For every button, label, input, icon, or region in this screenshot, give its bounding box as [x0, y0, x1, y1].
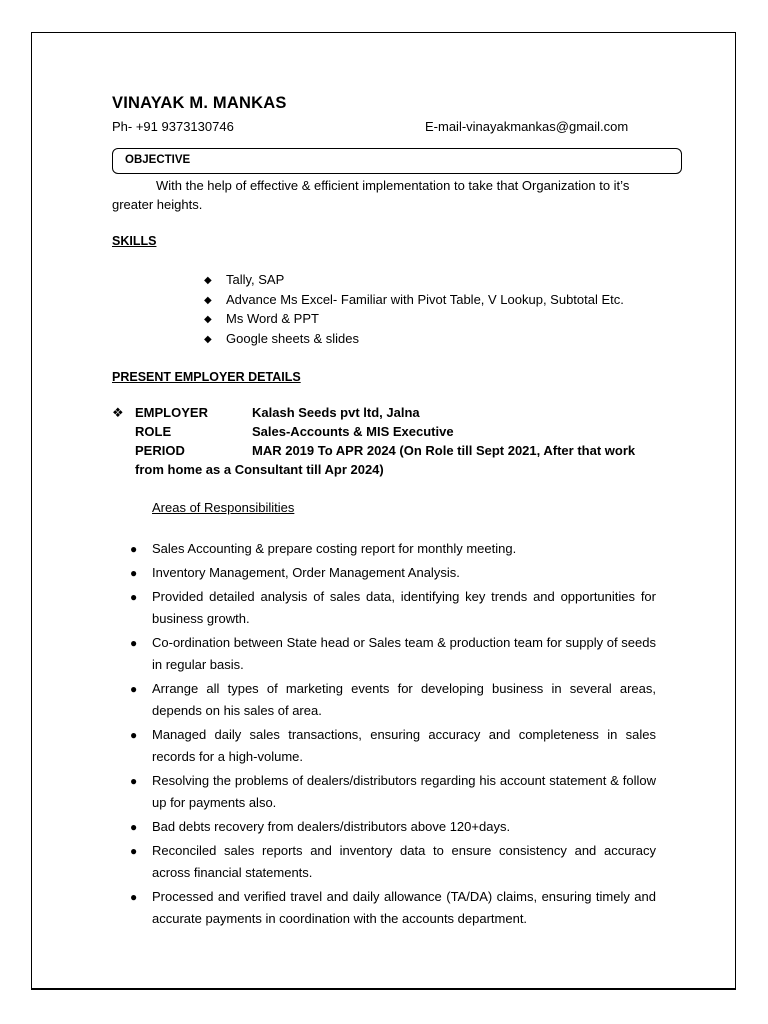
candidate-name: VINAYAK M. MANKAS [112, 94, 287, 112]
four-point-star-bullet-icon: ❖ [112, 405, 124, 420]
bullet-icon: ● [130, 820, 138, 834]
diamond-bullet-icon: ◆ [204, 275, 212, 286]
list-item: ◆ Ms Word & PPT [204, 309, 624, 329]
bullet-icon: ● [130, 566, 138, 580]
phone-number: Ph- +91 9373130746 [112, 119, 234, 134]
diamond-bullet-icon: ◆ [204, 333, 212, 345]
list-item: ◆ Google sheets & slides [204, 329, 624, 349]
bullet-icon: ● [130, 590, 138, 604]
bullet-icon: ● [130, 682, 138, 696]
objective-heading: OBJECTIVE [125, 154, 191, 166]
employer-heading: PRESENT EMPLOYER DETAILS [112, 370, 301, 384]
list-item: ◆ Tally, SAP [204, 270, 624, 290]
objective-heading-box [112, 148, 682, 174]
diamond-bullet-icon: ◆ [204, 294, 212, 306]
bullet-icon: ● [130, 774, 138, 788]
areas-of-responsibilities-heading: Areas of Responsibilities [152, 500, 295, 515]
employer-value: Kalash Seeds pvt ltd, Jalna [252, 405, 420, 420]
list-item: ● Inventory Management, Order Management Analysis. [130, 562, 656, 584]
list-item: ● Processed and verified travel and daily allowance (TA/DA) claims, ensuring timely and accurate payments in coordination with the accounts department. [130, 886, 656, 930]
employer-label: EMPLOYER [135, 405, 208, 420]
list-item: ● Reconciled sales reports and inventory data to ensure consistency and accuracy across financial statements. [130, 840, 656, 884]
list-item: ● Resolving the problems of dealers/distributors regarding his account statement & follow up for payments also. [130, 770, 656, 814]
skills-heading: SKILLS [112, 234, 157, 248]
bullet-icon: ● [130, 844, 138, 858]
bullet-icon: ● [130, 728, 138, 742]
list-item: ● Co-ordination between State head or Sales team & production team for supply of seeds in regular basis. [130, 632, 656, 676]
role-label: ROLE [135, 424, 172, 439]
list-item: ● Managed daily sales transactions, ensuring accuracy and completeness in sales records for a high-volume. [130, 724, 656, 768]
diamond-bullet-icon: ◆ [204, 314, 212, 326]
list-item: ● Provided detailed analysis of sales data, identifying key trends and opportunities for business growth. [130, 586, 656, 630]
bullet-icon: ● [130, 890, 138, 904]
email-address: E-mail-vinayakmankas@gmail.com [425, 119, 629, 134]
bullet-icon: ● [130, 636, 138, 650]
list-item: ◆ Advance Ms Excel- Familiar with Pivot Table, V Lookup, Subtotal Etc. [204, 290, 624, 310]
skills-list [204, 270, 624, 348]
period-value-line2: from home as a Consultant till Apr 2024) [135, 462, 384, 477]
list-item: ● Sales Accounting & prepare costing report for monthly meeting. [130, 538, 656, 560]
responsibilities-list [130, 538, 656, 932]
objective-text: With the help of effective & efficient implementation to take that Organization to it’s greater heights. [112, 178, 630, 212]
role-value: Sales-Accounts & MIS Executive [252, 424, 454, 439]
list-item: ● Bad debts recovery from dealers/distributors above 120+days. [130, 816, 656, 838]
period-value-line1: MAR 2019 To APR 2024 (On Role till Sept 2021, After that work [252, 443, 636, 458]
list-item: ● Arrange all types of marketing events for developing business in several areas, depends on his sales of area. [130, 678, 656, 722]
bullet-icon: ● [130, 542, 138, 556]
period-label: PERIOD [135, 443, 185, 458]
